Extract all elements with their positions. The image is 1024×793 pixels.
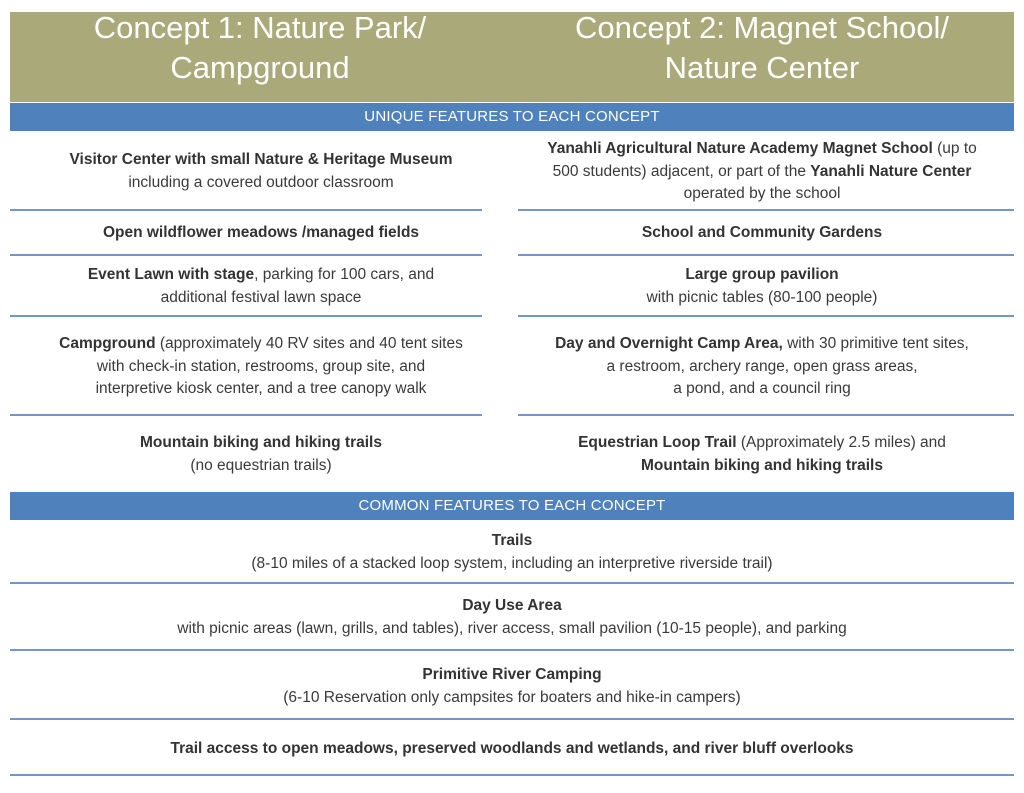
concept-1-title: Concept 1: Nature Park/ Campground bbox=[93, 10, 427, 85]
unique-row4-left: Campground (approximately 40 RV sites and 40 tent sites with check-in station, restrooms, group site, and interpretive kiosk center, and a tree canopy walk bbox=[59, 335, 463, 397]
divider bbox=[10, 414, 482, 416]
divider bbox=[10, 649, 1014, 651]
unique-row5-left: Mountain biking and hiking trails (no equestrian trails) bbox=[140, 434, 382, 474]
divider bbox=[10, 254, 482, 256]
unique-row3-right: Large group pavilion with picnic tables (80-100 people) bbox=[646, 266, 878, 306]
unique-features-band: UNIQUE FEATURES TO EACH CONCEPT bbox=[10, 103, 1014, 131]
divider bbox=[10, 582, 1014, 584]
divider bbox=[10, 718, 1014, 720]
common-features-band: COMMON FEATURES TO EACH CONCEPT bbox=[10, 492, 1014, 520]
concept-2-title: Concept 2: Magnet School/ Nature Center bbox=[575, 10, 949, 85]
unique-row3-left: Event Lawn with stage, parking for 100 cars, and additional festival lawn space bbox=[87, 266, 435, 306]
common-row-river-camping: Primitive River Camping (6-10 Reservation only campsites for boaters and hike-in campers) bbox=[283, 666, 741, 706]
divider bbox=[10, 774, 1014, 776]
unique-row5-right: Equestrian Loop Trail (Approximately 2.5 miles) and Mountain biking and hiking trails bbox=[578, 434, 946, 474]
common-row-trails: Trails (8-10 miles of a stacked loop system, including an interpretive riverside trail) bbox=[251, 532, 773, 572]
common-row-trail-access: Trail access to open meadows, preserved woodlands and wetlands, and river bluff overlooks bbox=[170, 740, 854, 757]
divider bbox=[10, 315, 482, 317]
divider bbox=[10, 209, 482, 211]
divider bbox=[518, 209, 1014, 211]
unique-row4-right: Day and Overnight Camp Area, with 30 primitive tent sites, a restroom, archery range, open grass areas, a pond, and a council ring bbox=[555, 335, 969, 397]
divider bbox=[518, 254, 1014, 256]
divider bbox=[518, 414, 1014, 416]
divider bbox=[518, 315, 1014, 317]
common-row-day-use: Day Use Area with picnic areas (lawn, grills, and tables), river access, small pavilion (10-15 people), and parking bbox=[177, 597, 847, 637]
unique-row2-right: School and Community Gardens bbox=[641, 224, 883, 241]
unique-row2-left: Open wildflower meadows /managed fields bbox=[102, 224, 420, 241]
unique-row1-right: Yanahli Agricultural Nature Academy Magnet School (up to 500 students) adjacent, or part of the Yanahli Nature Center operated by the school bbox=[547, 140, 977, 202]
unique-row1-left: Visitor Center with small Nature & Heritage Museum including a covered outdoor classroom bbox=[69, 151, 453, 191]
